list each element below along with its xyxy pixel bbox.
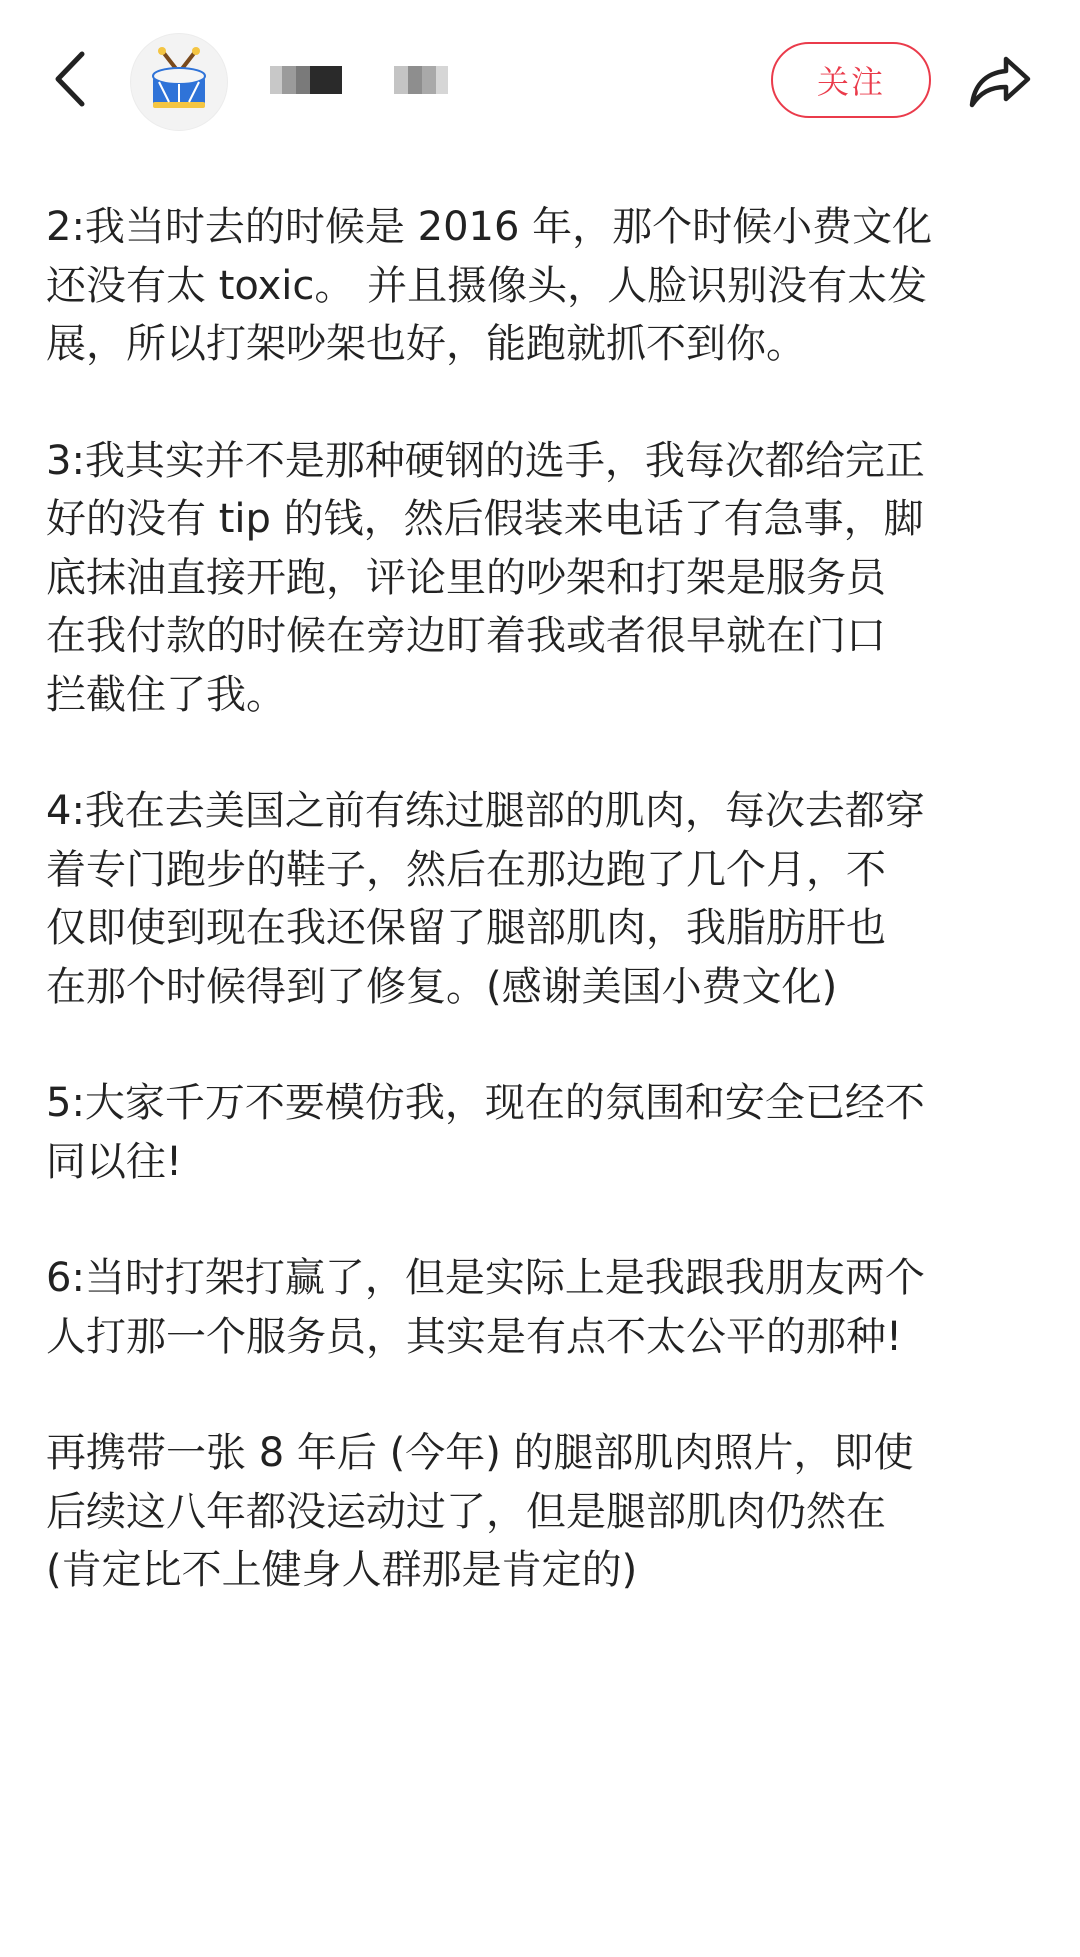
back-button[interactable]	[44, 44, 94, 114]
post-paragraph	[46, 1424, 1036, 1600]
text-line: 6:当时打架打赢了，但是实际上是我跟我朋友两个	[46, 1255, 925, 1301]
text-line: 拦截住了我。	[46, 671, 286, 718]
text-line: 底抹油直接开跑，评论里的吵架和打架是服务员	[46, 554, 886, 601]
post-paragraph	[46, 1074, 1036, 1191]
top-bar	[0, 0, 1080, 170]
text-line: 在我付款的时候在旁边盯着我或者很早就在门口	[46, 613, 886, 659]
chevron-left-icon	[52, 50, 86, 108]
share-arrow-icon	[968, 53, 1032, 109]
text-line: 人打那一个服务员，其实是有点不太公平的那种!	[46, 1313, 903, 1360]
post-paragraph	[46, 782, 1036, 1016]
text-line: 4:我在去美国之前有练过腿部的肌肉，每次去都穿	[46, 788, 925, 834]
avatar[interactable]	[130, 33, 228, 131]
share-button[interactable]	[964, 48, 1036, 114]
text-line: 同以往!	[46, 1138, 183, 1185]
text-line: 着专门跑步的鞋子，然后在那边跑了几个月，不	[46, 846, 886, 893]
follow-button[interactable]: 关注	[771, 42, 931, 118]
text-line: 好的没有 tip 的钱，然后假装来电话了有急事，脚	[46, 496, 924, 542]
text-line: 仅即使到现在我还保留了腿部肌肉，我脂肪肝也	[46, 905, 886, 951]
post-paragraph	[46, 432, 1036, 725]
drum-icon	[143, 46, 215, 118]
text-line: 2:我当时去的时候是 2016 年，那个时候小费文化	[46, 204, 933, 250]
username-redacted[interactable]	[270, 64, 448, 96]
post-body	[46, 198, 1036, 1658]
text-line: 展，所以打架吵架也好，能跑就抓不到你。	[46, 321, 806, 367]
text-line: 后续这八年都没运动过了，但是腿部肌肉仍然在	[46, 1488, 886, 1535]
text-line: 再携带一张 8 年后 (今年) 的腿部肌肉照片，即使	[46, 1430, 914, 1476]
text-line: 5:大家千万不要模仿我，现在的氛围和安全已经不	[46, 1080, 925, 1126]
text-line: 在那个时候得到了修复。(感谢美国小费文化)	[46, 963, 838, 1010]
text-line: (肯定比不上健身人群那是肯定的)	[46, 1547, 638, 1593]
post-paragraph	[46, 198, 1036, 374]
text-line: 还没有太 toxic。 并且摄像头，人脸识别没有太发	[46, 262, 928, 309]
post-paragraph	[46, 1249, 1036, 1366]
text-line: 3:我其实并不是那种硬钢的选手，我每次都给完正	[46, 437, 925, 484]
